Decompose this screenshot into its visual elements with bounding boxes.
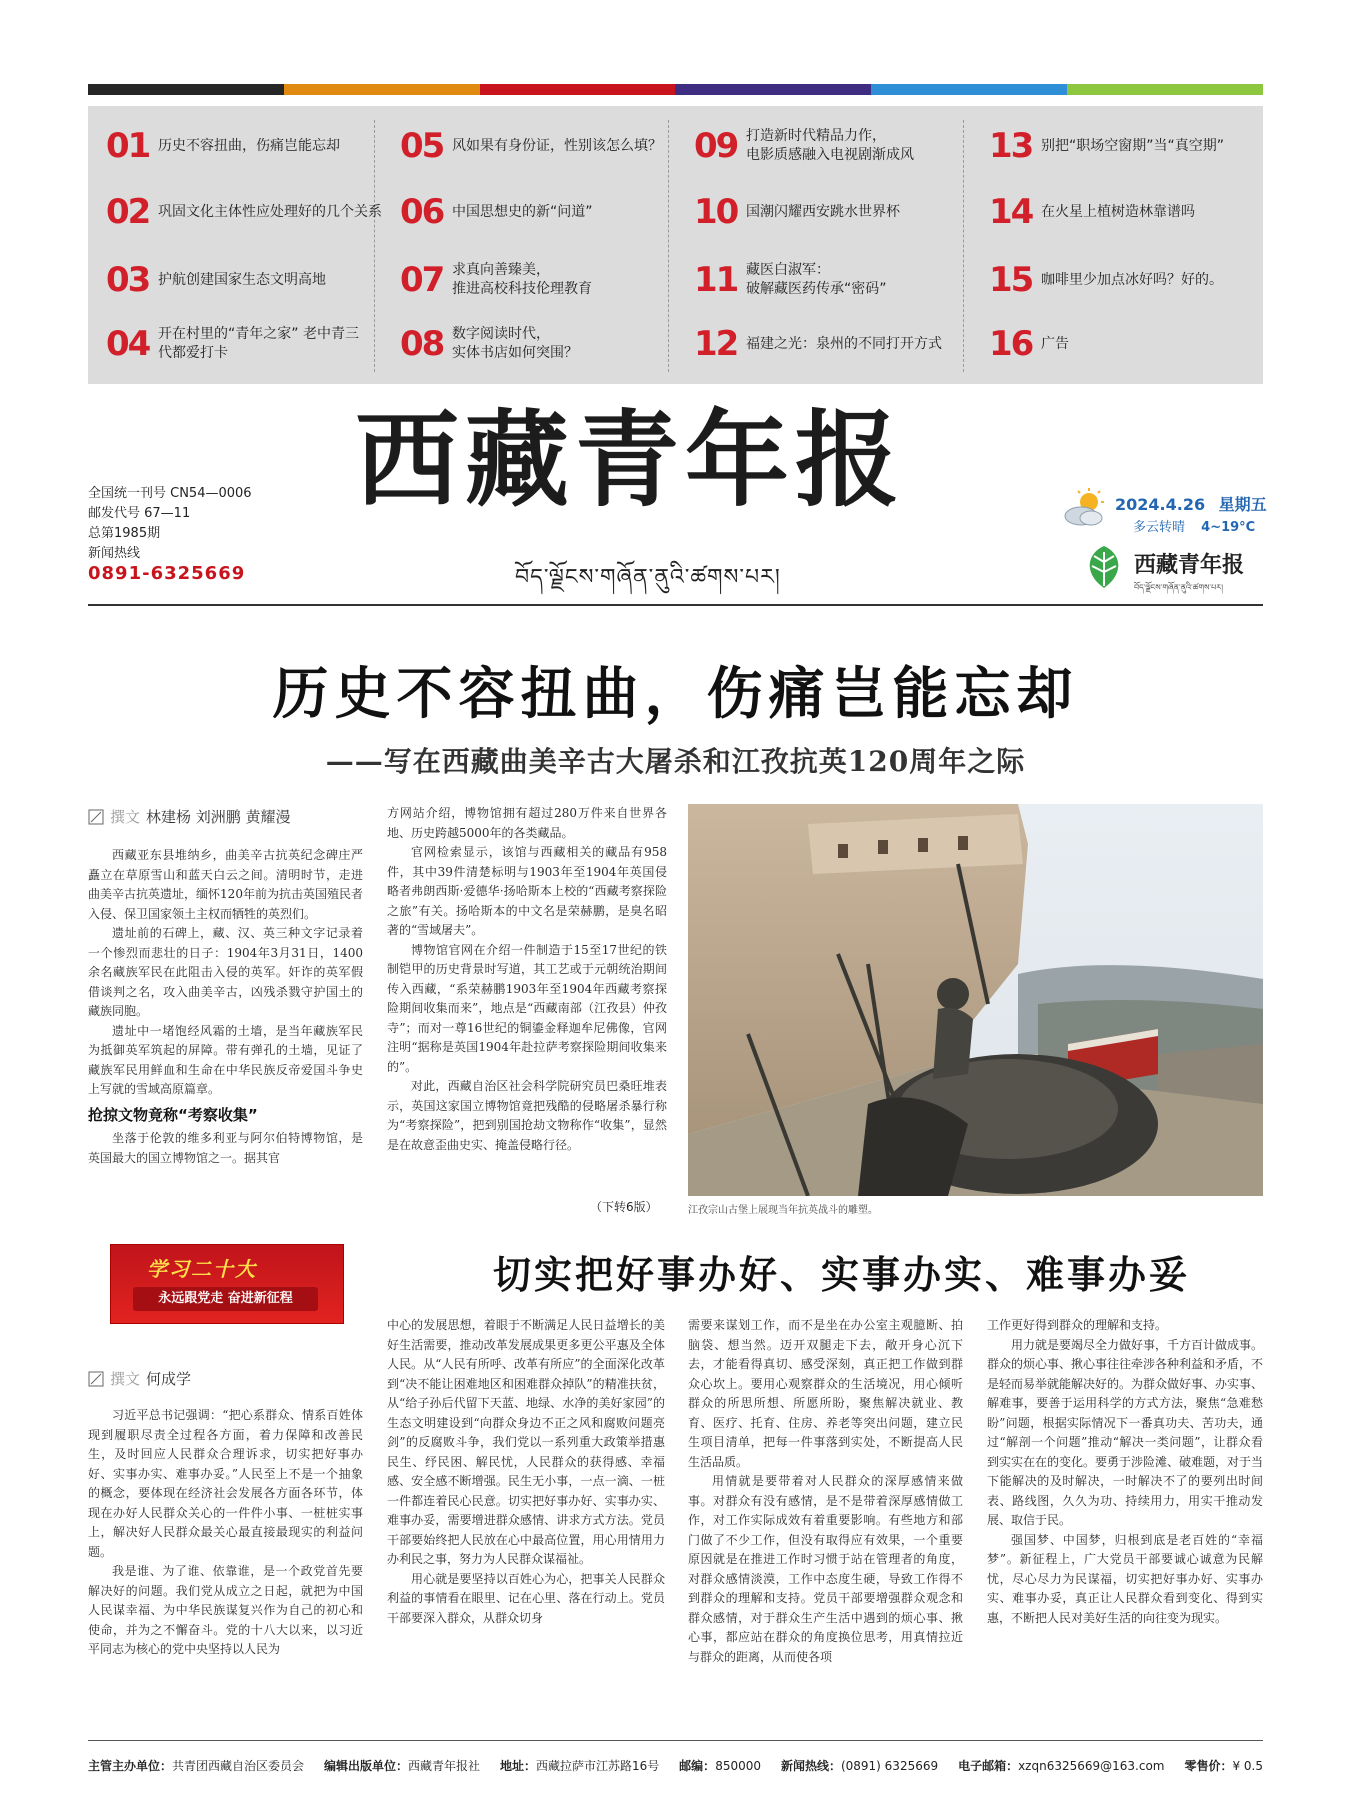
logo-text: 西藏青年报	[1134, 552, 1245, 578]
lead-photo	[688, 804, 1263, 1196]
cloudy-sun-icon	[1063, 488, 1107, 528]
toc-number: 12	[694, 324, 738, 364]
footer-email	[958, 1757, 1164, 1774]
toc-item[interactable]	[102, 314, 394, 374]
footer-publisher	[324, 1757, 480, 1774]
second-headline: 切实把好事办好、实事办实、难事办妥	[492, 1253, 1190, 1297]
paragraph: 用心就是要坚持以百姓心为心，把事关人民群众利益的事情看在眼里、记在心里、落在行动上。党员干部要深入群众，从群众切身	[387, 1571, 665, 1625]
paragraph: 习近平总书记强调：“把心系群众、情系百姓体现到履职尽责全过程各方面，着力保障和改善民生，及时回应人民群众合理诉求，切实把好事办好、实事办实、难事办妥。”人民至上不是一个抽象的概念，要体现在经济社会发展各方面各环节，体现在办好人民群众关心的一件件小事、一桩桩实事上，解决好人民群众最关心最直接最现实的利益问题。	[88, 1408, 363, 1559]
footer-value: ¥ 0.5	[1232, 1759, 1263, 1773]
toc-title: 国潮闪耀西安跳水世界杯	[746, 203, 900, 220]
paragraph: 中心的发展思想，着眼于不断满足人民日益增长的美好生活需要，推动改革发展成果更多更公平惠及全体人民。从“人民有所呼、改革有所应”的全面深化改革到“决不能让困难地区和困难群众掉队”的精准扶贫，从“给子孙后代留下天蓝、地绿、水净的美好家园”的生态文明建设到“向群众身边不正之风和腐败问题亮剑”的反腐败斗争，我们党以一系列重大政策举措惠民生、纾民困、解民忧，人民群众的获得感、幸福感、安全感不断增强。民生无小事，一点一滴、一桩一件都连着民心民意。切实把好事办好、实事办实、难事办妥，需要增进群众感情、讲求方式方法。党员干部要始终把人民放在心中最高位置，用心用情用力办利民之事，努力为人民群众谋福祉。	[387, 1318, 665, 1566]
weather-text: 多云转晴	[1133, 520, 1186, 535]
toc-number: 13	[989, 126, 1033, 166]
paragraph: 用力就是要竭尽全力做好事，千方百计做成事。群众的烦心事、揪心事往往牵涉各种利益和矛盾，不是轻而易举就能解决好的。为群众做好事、办实事、解难事，要善于运用科学的方式方法，聚焦“急难愁盼”问题，根据实际情况下一番真功夫、苦功夫，通过“解剖一个问题”推动“解决一类问题”，让群众看到实实在在的变化。要勇于涉险滩、破难题，对于当下能解决的及时解决，一时解决不了的要列出时间表、路线图，久久为功、持续用力，用实干推动发展、取信于民。	[987, 1337, 1263, 1527]
footer-value: xzqn6325669@163.com	[1018, 1759, 1165, 1773]
toc-item[interactable]	[690, 116, 982, 176]
toc-item[interactable]	[396, 250, 688, 310]
footer-sponsor	[88, 1757, 304, 1774]
footer	[88, 1740, 1263, 1774]
toc-title: 福建之光：泉州的不同打开方式	[746, 335, 942, 352]
hotline-number: 0891-6325669	[88, 563, 246, 584]
toc-number: 15	[989, 260, 1033, 300]
footer-hotline	[781, 1757, 938, 1774]
footer-label: 地址：	[499, 1759, 536, 1773]
second-byline	[88, 1368, 191, 1389]
toc-item[interactable]	[690, 314, 982, 374]
footer-label: 电子邮箱：	[958, 1759, 1019, 1773]
paragraph: 坐落于伦敦的维多利亚与阿尔伯特博物馆，是英国最大的国立博物馆之一。据其官	[88, 1131, 363, 1165]
sculpture-photo-illustration	[688, 804, 1263, 1196]
toc-item[interactable]	[985, 314, 1277, 374]
byline-label: 撰文	[110, 808, 141, 826]
toc-title: 中国思想史的新“问道”	[452, 203, 593, 220]
paragraph: 对此，西藏自治区社会科学院研究员巴桑旺堆表示，英国这家国立博物馆竟把残酷的侵略屠杀暴行称为“考察探险”，把到别国抢劫文物称作“收集”，显然是在故意歪曲史实、掩盖侵略行径。	[387, 1079, 667, 1152]
toc-item[interactable]	[102, 182, 394, 242]
toc-number: 16	[989, 324, 1033, 364]
second-column-3	[688, 1316, 963, 1716]
footer-label: 主管主办单位：	[88, 1759, 173, 1773]
toc-title: 风如果有身份证，性别该怎么填？	[452, 137, 662, 154]
continued-note: （下转6版）	[590, 1200, 658, 1214]
issue-number: 总第1985期	[88, 526, 161, 541]
lead-column-2	[387, 804, 667, 1192]
footer-price	[1184, 1757, 1263, 1774]
second-column-2	[387, 1316, 665, 1716]
toc-number: 03	[106, 260, 150, 300]
pen-icon	[88, 809, 104, 825]
footer-label: 零售价：	[1184, 1759, 1233, 1773]
hotline-label: 新闻热线	[88, 546, 141, 561]
lead-headline: 历史不容扭曲，伤痛岂能忘却	[272, 662, 1079, 727]
toc-number: 06	[400, 192, 444, 232]
toc-column-1	[102, 116, 394, 378]
banner-title: 学习二十大	[147, 1257, 257, 1281]
footer-address	[500, 1757, 659, 1774]
toc-number: 11	[694, 260, 738, 300]
toc-title: 在火星上植树造林靠谱吗	[1041, 203, 1195, 220]
byline-author: 何成学	[146, 1370, 192, 1388]
toc-item[interactable]	[102, 116, 394, 176]
paragraph: 遗址中一堵饱经风霜的土墙，是当年藏族军民为抵御英军筑起的屏障。带有弹孔的土墙，见证了藏族军民用鲜血和生命在中华民族反帝爱国斗争史上写就的雪域高原篇章。	[88, 1023, 363, 1096]
footer-value: 共青团西藏自治区委员会	[172, 1759, 305, 1773]
masthead-divider	[88, 604, 1263, 606]
footer-value: (0891) 6325669	[840, 1759, 939, 1773]
toc-number: 09	[694, 126, 738, 166]
postal-code: 邮发代号 67—11	[88, 506, 191, 521]
byline-label: 撰文	[110, 1370, 141, 1388]
toc-item[interactable]	[690, 250, 982, 310]
temperature: 4~19°C	[1201, 520, 1256, 535]
toc-title: 打造新时代精品力作， 电影质感融入电视剧渐成风	[746, 128, 914, 163]
paragraph: 官网检索显示，该馆与西藏相关的藏品有958件，其中39件清楚标明与1903年至1904年英国侵略者弗朗西斯·爱德华·扬哈斯本上校的“西藏考察探险之旅”有关。扬哈斯本的中文名是荣赫鹏，是臭名昭著的“雪域屠夫”。	[387, 845, 667, 937]
toc-title: 咖啡里少加点冰好吗？好的。	[1041, 271, 1223, 288]
toc-item[interactable]	[396, 182, 688, 242]
footer-value: 850000	[715, 1759, 761, 1773]
toc-title: 别把“职场空窗期”当“真空期”	[1041, 137, 1225, 154]
publication-info	[88, 484, 252, 584]
toc-number: 08	[400, 324, 444, 364]
paragraph: 强国梦、中国梦，归根到底是老百姓的“幸福梦”。新征程上，广大党员干部要诚心诚意为民解忧，尽心尽力为民谋福，切实把好事办好、实事办实、难事办妥，真正让人民群众看到变化、得到实惠，不断把人民对美好生活的向往变为现实。	[987, 1532, 1263, 1625]
toc-title: 护航创建国家生态文明高地	[158, 271, 326, 288]
leaf-logo-icon	[1082, 544, 1126, 590]
footer-value: 西藏青年报社	[407, 1759, 480, 1773]
toc-number: 10	[694, 192, 738, 232]
toc-item[interactable]	[396, 116, 688, 176]
footer-label: 编辑出版单位：	[323, 1759, 408, 1773]
toc-item[interactable]	[985, 182, 1277, 242]
toc-title: 巩固文化主体性应处理好的几个关系	[158, 203, 382, 220]
toc-title: 数字阅读时代， 实体书店如何突围？	[452, 326, 578, 361]
footer-label: 新闻热线：	[780, 1759, 841, 1773]
toc-item[interactable]	[690, 182, 982, 242]
tibetan-title: བོད་ལྗོངས་གཞོན་ནུའི་ཚགས་པར།	[515, 565, 781, 590]
paragraph: 博物馆官网在介绍一件制造于15至17世纪的铁制铠甲的历史背景时写道，其工艺或于元朝统治期间传入西藏，“系荣赫鹏1903年至1904年西藏考察探险期间收集而来”，地点是“西藏南部（江孜县）仲孜寺”；而对一尊16世纪的铜鎏金释迦牟尼佛像，官网注明“据称是英国1904年赴拉萨考察探险期间收集来的”。	[387, 942, 667, 1074]
toc-number: 02	[106, 192, 150, 232]
paragraph: 方网站介绍，博物馆拥有超过280万件来自世界各地、历史跨越5000年的各类藏品。	[387, 806, 667, 840]
paragraph: 遗址前的石碑上，藏、汉、英三种文字记录着一个惨烈而悲壮的日子：1904年3月31日，1400余名藏族军民在此阻击入侵的英军。奸诈的英军假借谈判之名，攻入曲美辛古，凶残杀戮守护国土的藏族同胞。	[88, 926, 363, 1018]
toc-title: 广告	[1041, 335, 1069, 352]
second-column-1	[88, 1406, 363, 1716]
publication-number: 全国统一刊号 CN54—0006	[88, 486, 252, 501]
paragraph: 需要来谋划工作，而不是坐在办公室主观臆断、拍脑袋、想当然。迈开双腿走下去，敞开身心沉下去，才能看得真切、感受深刻，真正把工作做到群众心坎上。要用心观察群众的生活境况，用心倾听群众的所思所想、所愿所盼，聚焦解决就业、教育、医疗、托育、住房、养老等突出问题，建立民生项目清单，把每一件事落到实处，不断提高人民生活品质。	[688, 1318, 963, 1469]
toc-column-2	[396, 116, 688, 378]
pen-icon	[88, 1371, 104, 1387]
toc-number: 01	[106, 126, 150, 166]
toc-number: 07	[400, 260, 444, 300]
toc-title: 求真向善臻美， 推进高校科技伦理教育	[452, 262, 592, 297]
logo-tibetan-text: བོད་ལྗོངས་གཞོན་ནུའི་ཚགས་པར།	[1134, 583, 1223, 592]
toc-title: 藏医白淑军： 破解藏医药传承“密码”	[746, 262, 887, 297]
toc-item[interactable]	[985, 116, 1277, 176]
toc-number: 05	[400, 126, 444, 166]
toc-title: 历史不容扭曲，伤痛岂能忘却	[158, 137, 340, 154]
toc-column-4	[985, 116, 1277, 378]
toc-number: 14	[989, 192, 1033, 232]
study-banner	[110, 1244, 344, 1324]
toc-item[interactable]	[985, 250, 1277, 310]
paragraph: 用情就是要带着对人民群众的深厚感情来做事。对群众有没有感情，是不是带着深厚感情做工作，对工作实际成效有着重要影响。有些地方和部门做了不少工作，但没有取得应有效果，一个重要原因就是在推进工作时习惯于站在管理者的角度，对群众感情淡漠，工作中态度生硬，导致工作得不到群众的理解和支持。党员干部要增强群众观念和群众感情，对于群众生产生活中遇到的烦心事、揪心事，都应站在群众的角度换位思考，用真情拉近与群众的距离，从而使各项	[688, 1474, 963, 1664]
lead-subheadline: ——写在西藏曲美辛古大屠杀和江孜抗英120周年之际	[325, 745, 1026, 778]
footer-value: 西藏拉萨市江苏路16号	[535, 1759, 660, 1773]
issue-date: 2024.4.26	[1115, 495, 1206, 514]
toc-item[interactable]	[102, 250, 394, 310]
table-of-contents	[88, 106, 1263, 384]
paragraph: 我是谁、为了谁、依靠谁，是一个政党首先要解决好的问题。我们党从成立之日起，就把为中国人民谋幸福、为中华民族谋复兴作为自己的初心和使命，并为之不懈奋斗。党的十八大以来，以习近平同志为核心的党中央坚持以人民为	[88, 1564, 363, 1656]
lead-byline	[88, 806, 291, 827]
toc-item[interactable]	[396, 314, 688, 374]
footer-postcode	[679, 1757, 761, 1774]
issue-weekday: 星期五	[1218, 495, 1267, 514]
second-column-4	[987, 1316, 1263, 1716]
byline-authors: 林建杨 刘洲鹏 黄耀漫	[146, 808, 291, 826]
footer-label: 邮编：	[679, 1759, 716, 1773]
toc-column-3	[690, 116, 982, 378]
toc-title: 开在村里的“青年之家” 老中青三 代都爱打卡	[158, 326, 359, 361]
top-color-bar	[88, 84, 1263, 95]
toc-number: 04	[106, 324, 150, 364]
section-subtitle: 抢掠文物竟称“考察收集”	[88, 1105, 258, 1124]
banner-slogan: 永远跟党走 奋进新征程	[133, 1287, 318, 1311]
lead-column-1	[88, 846, 363, 1216]
photo-caption: 江孜宗山古堡上展现当年抗英战斗的雕塑。	[688, 1205, 878, 1216]
newspaper-title: 西藏青年报	[355, 398, 906, 521]
paragraph: 西藏亚东县堆纳乡，曲美辛古抗英纪念碑庄严矗立在草原雪山和蓝天白云之间。清明时节，走进曲美辛古抗英遗址，缅怀120年前为抗击英国殖民者入侵、保卫国家领土主权而牺牲的英烈们。	[88, 848, 363, 921]
paragraph: 工作更好得到群众的理解和支持。	[987, 1318, 1168, 1332]
